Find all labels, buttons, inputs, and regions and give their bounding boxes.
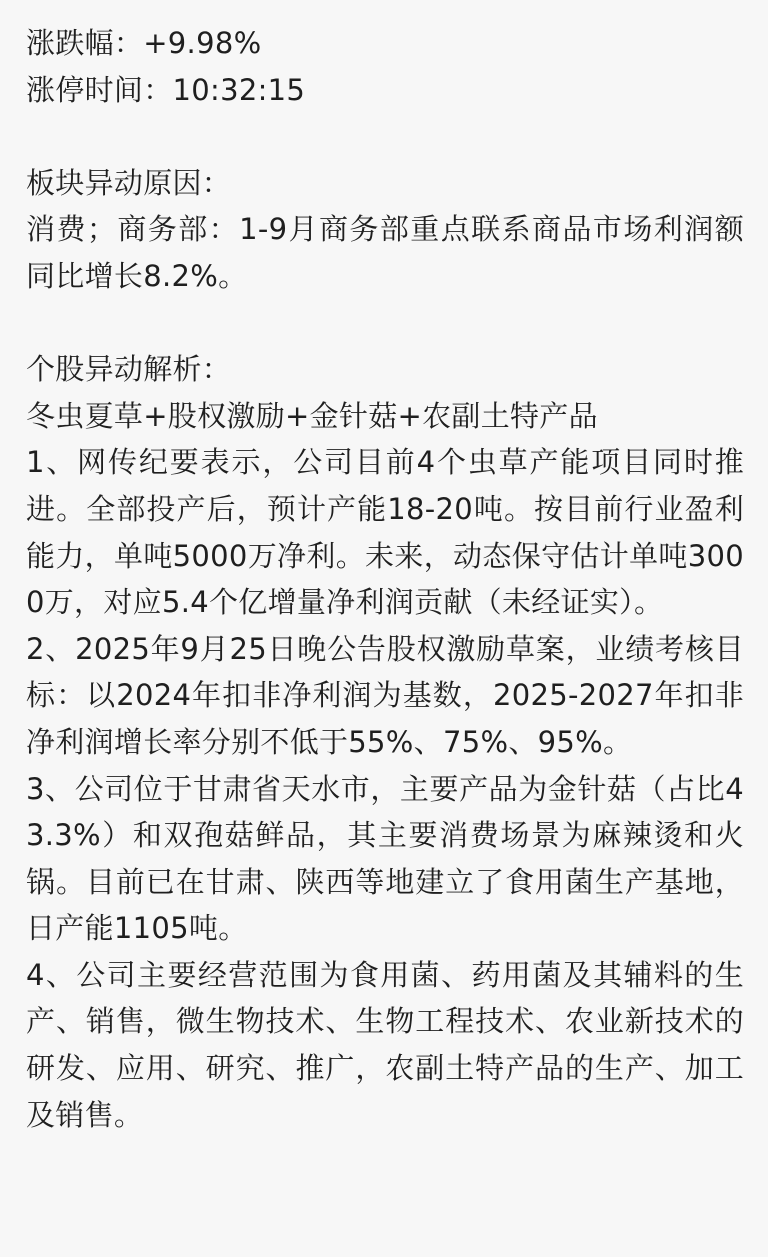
sector-heading: 板块异动原因：: [26, 165, 232, 200]
limit-time-value: 10:32:15: [172, 72, 306, 107]
spacer: [26, 113, 744, 160]
change-row: [26, 20, 744, 67]
change-label: 涨跌幅：: [26, 26, 144, 60]
analysis-point-4: 4、公司主要经营范围为食用菌、药用菌及其辅料的生产、销售，微生物技术、生物工程技术、农业新技术的研发、应用、研究、推广，农副土特产品的生产、加工及销售。: [26, 957, 744, 1132]
spacer: [26, 300, 744, 347]
change-value: +9.98%: [143, 26, 262, 60]
stock-heading: 个股异动解析：: [26, 352, 232, 387]
analysis-point-1: 1、网传纪要表示，公司目前4个虫草产能项目同时推进。全部投产后，预计产能18-20吨。按目前行业盈利能力，单吨5000万净利。未来，动态保守估计单吨3000万，对应5.4个亿增量净利润贡献（未经证实）。: [26, 445, 744, 620]
analysis-point-2: 2、2025年9月25日晚公告股权激励草案，业绩考核目标：以2024年扣非净利润为基数，2025-2027年扣非净利润增长率分别不低于55%、75%、95%。: [26, 631, 744, 759]
analysis-point-3: 3、公司位于甘肃省天水市，主要产品为金针菇（占比43.3%）和双孢菇鲜品，其主要消费场景为麻辣烫和火锅。目前已在甘肃、陕西等地建立了食用菌生产基地，日产能1105吨。: [26, 771, 744, 946]
stock-tags: 冬虫夏草+股权激励+金针菇+农副土特产品: [26, 398, 598, 433]
sector-reason: 消费；商务部：1-9月商务部重点联系商品市场利润额同比增长8.2%。: [26, 212, 744, 293]
limit-time-row: [26, 67, 744, 114]
limit-time-label: 涨停时间：: [26, 72, 173, 107]
